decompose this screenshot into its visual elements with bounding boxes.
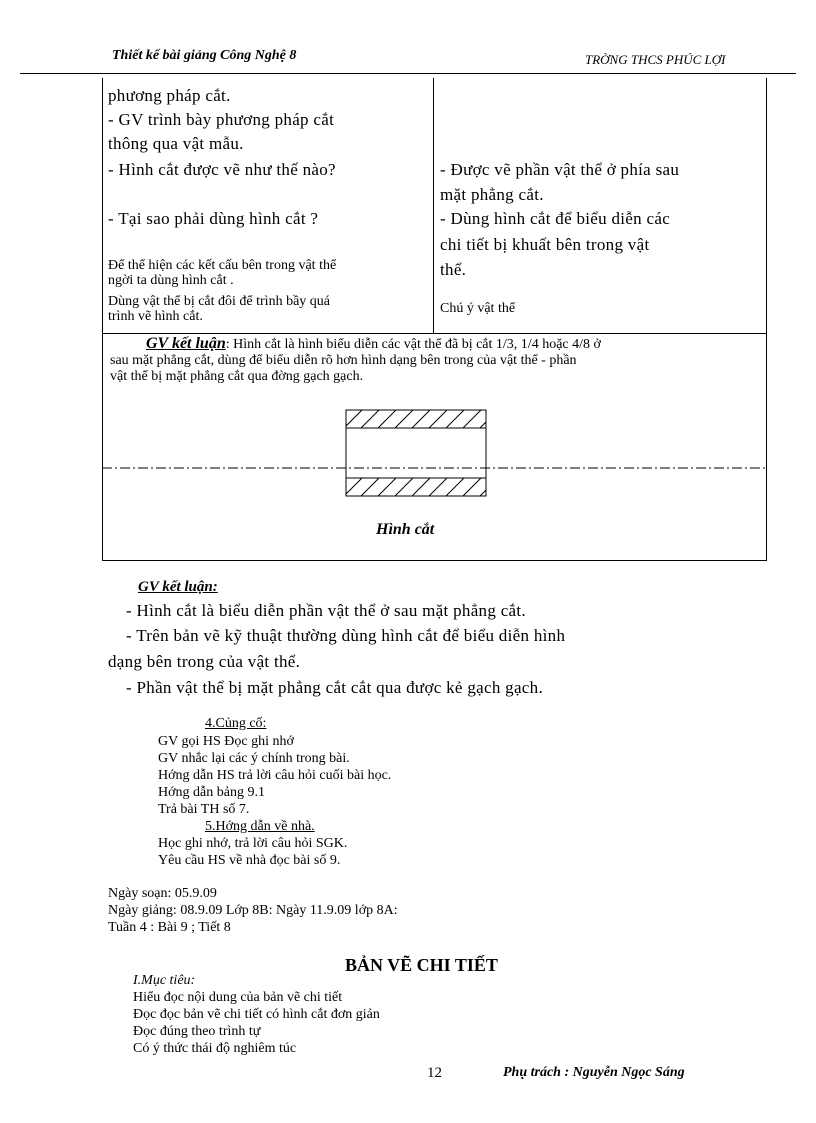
conclusion-line: dạng bên trong của vật thể.: [108, 652, 301, 671]
table-conclusion-line: vật thể bị mặt phẳng cắt qua đờng gạch gạch.: [110, 369, 364, 384]
conclusion-line: - Phần vật thể bị mặt phẳng cắt cắt qua được kẻ gạch gạch.: [126, 678, 544, 697]
objective-item: Hiểu đọc nội dung của bản vẽ chi tiết: [133, 990, 343, 1005]
lesson-title: BẢN VẼ CHI TIẾT: [345, 955, 498, 975]
conclusion-line: - Trên bản vẽ kỹ thuật thường dùng hình cắt để biểu diễn hình: [126, 626, 566, 645]
lesson-info-line: Ngày soạn: 05.9.09: [108, 886, 217, 901]
objective-item: Đọc đúng theo trình tự: [133, 1024, 261, 1039]
consolidation-item: Hớng dẫn HS trả lời câu hỏi cuối bài học.: [158, 768, 392, 783]
right-col-answer: chi tiết bị khuất bên trong vật: [440, 235, 650, 254]
lesson-info-line: Ngày giảng: 08.9.09 Lớp 8B: Ngày 11.9.09 lớp 8A:: [108, 903, 398, 918]
header-title: Thiết kế bài giảng Công Nghệ 8: [112, 48, 297, 63]
header-school: TRỜNG THCS PHÚC LỢI: [585, 52, 726, 67]
table-conclusion-first: [110, 336, 601, 352]
right-col-note: Chú ý vật thể: [440, 301, 516, 316]
table-conclusion-line: sau mặt phẳng cắt, dùng để biểu diễn rõ hơn hình dạng bên trong của vật thể - phần: [110, 353, 577, 368]
consolidation-item: GV nhắc lại các ý chính trong bài.: [158, 751, 350, 766]
left-col-note: trình vẽ hình cắt.: [108, 309, 203, 324]
left-col-line: phương pháp cắt.: [108, 86, 231, 105]
table-row-divider: [102, 333, 766, 334]
left-col-question: - Tại sao phải dùng hình cắt ?: [108, 209, 319, 228]
table-conclusion-label: GV kết luận: [146, 335, 226, 352]
hatch-bottom: [342, 476, 500, 498]
consolidation-title: 4.Củng cố:: [205, 716, 267, 731]
right-col-answer: mặt phẳng cắt.: [440, 185, 544, 204]
consolidation-item: Hớng dẫn bảng 9.1: [158, 785, 265, 800]
consolidation-item: Trả bài TH số 7.: [158, 802, 250, 817]
left-col-line: thông qua vật mẫu.: [108, 134, 244, 153]
page-number: 12: [427, 1065, 442, 1081]
homework-item: Học ghi nhớ, trả lời câu hỏi SGK.: [158, 836, 348, 851]
homework-title: 5.Hớng dẫn về nhà.: [205, 819, 315, 834]
section-outline: [346, 410, 486, 496]
homework-item: Yêu cầu HS về nhà đọc bài số 9.: [158, 853, 341, 868]
conclusion-line: - Hình cắt là biểu diễn phần vật thể ở sau mặt phẳng cắt.: [126, 601, 526, 620]
left-col-note: Dùng vật thể bị cắt đôi để trình bầy quá: [108, 294, 330, 309]
hatch-top: [342, 408, 500, 430]
header-divider: [20, 73, 796, 74]
objective-item: Có ý thức thái độ nghiêm túc: [133, 1041, 297, 1056]
footer-author: Phụ trách : Nguyễn Ngọc Sáng: [503, 1065, 685, 1080]
table-conclusion-text: : Hình cắt là hình biểu diễn các vật thể đã bị cắt 1/3, 1/4 hoặc 4/8 ở: [225, 337, 601, 352]
section-view-figure: [102, 400, 767, 510]
left-col-line: - GV trình bày phương pháp cắt: [108, 110, 335, 129]
left-col-note: Để thể hiện các kết cấu bên trong vật thể: [108, 258, 337, 273]
objective-item: Đọc đọc bản vẽ chi tiết có hình cắt đơn giản: [133, 1007, 380, 1022]
conclusion-title: GV kết luận:: [138, 579, 218, 595]
lesson-info-line: Tuần 4 : Bài 9 ; Tiết 8: [108, 920, 231, 935]
right-col-answer: thể.: [440, 260, 467, 279]
objectives-title: I.Mục tiêu:: [133, 973, 196, 988]
left-col-note: ngời ta dùng hình cắt .: [108, 273, 234, 288]
consolidation-item: GV gọi HS Đọc ghi nhớ: [158, 734, 294, 749]
right-col-answer: - Dùng hình cắt để biểu diễn các: [440, 209, 671, 228]
left-col-question: - Hình cắt được vẽ như thế nào?: [108, 160, 336, 179]
table-column-divider: [433, 78, 434, 333]
figure-caption: Hình cắt: [376, 521, 435, 538]
table-bottom-border: [102, 560, 767, 561]
right-col-answer: - Được vẽ phần vật thể ở phía sau: [440, 160, 680, 179]
